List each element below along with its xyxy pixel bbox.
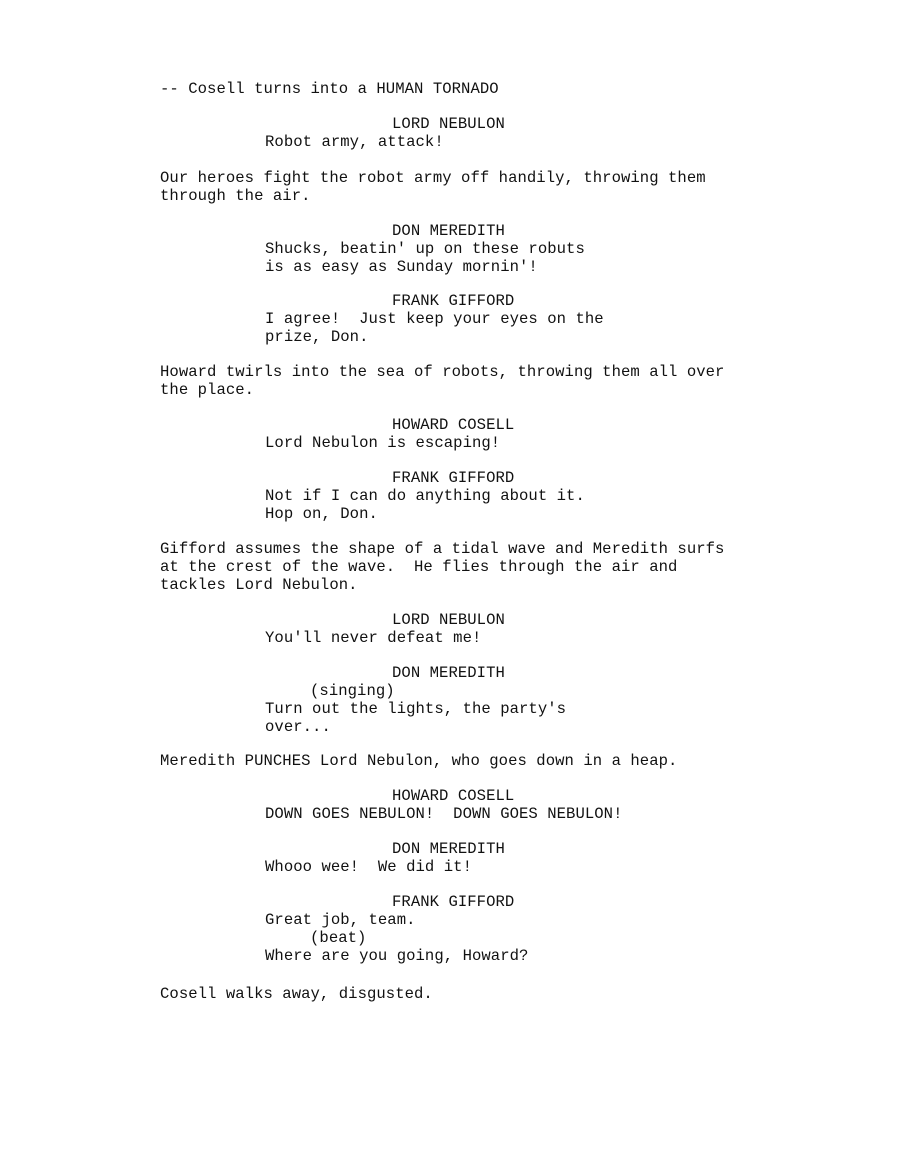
dialogue-line: I agree! Just keep your eyes on the <box>265 310 604 328</box>
action-line: Meredith PUNCHES Lord Nebulon, who goes down in a heap. <box>160 752 678 770</box>
character-line: DON MEREDITH <box>392 664 505 682</box>
action-line: Gifford assumes the shape of a tidal wave and Meredith surfs <box>160 540 725 558</box>
action-line: the place. <box>160 381 255 399</box>
action-line: through the air. <box>160 187 311 205</box>
parenthetical-line: (singing) <box>310 682 395 700</box>
character-line: FRANK GIFFORD <box>392 292 515 310</box>
dialogue-line: Hop on, Don. <box>265 505 378 523</box>
character-line: DON MEREDITH <box>392 222 505 240</box>
character-line: FRANK GIFFORD <box>392 893 515 911</box>
parenthetical-line: (beat) <box>310 929 367 947</box>
character-line: LORD NEBULON <box>392 611 505 629</box>
dialogue-line: DOWN GOES NEBULON! DOWN GOES NEBULON! <box>265 805 623 823</box>
character-line: FRANK GIFFORD <box>392 469 515 487</box>
character-line: LORD NEBULON <box>392 115 505 133</box>
dialogue-line: Where are you going, Howard? <box>265 947 529 965</box>
character-line: HOWARD COSELL <box>392 787 515 805</box>
dialogue-line: Great job, team. <box>265 911 416 929</box>
dialogue-line: Not if I can do anything about it. <box>265 487 585 505</box>
dialogue-line: over... <box>265 718 331 736</box>
action-line: Our heroes fight the robot army off handily, throwing them <box>160 169 706 187</box>
character-line: HOWARD COSELL <box>392 416 515 434</box>
action-line: tackles Lord Nebulon. <box>160 576 358 594</box>
action-line: at the crest of the wave. He flies through the air and <box>160 558 678 576</box>
dialogue-line: Turn out the lights, the party's <box>265 700 567 718</box>
dialogue-line: Robot army, attack! <box>265 133 444 151</box>
character-line: DON MEREDITH <box>392 840 505 858</box>
dialogue-line: prize, Don. <box>265 328 369 346</box>
action-line: -- Cosell turns into a HUMAN TORNADO <box>160 80 499 98</box>
dialogue-line: Shucks, beatin' up on these robuts <box>265 240 585 258</box>
dialogue-line: Whooo wee! We did it! <box>265 858 472 876</box>
dialogue-line: is as easy as Sunday mornin'! <box>265 258 538 276</box>
dialogue-line: Lord Nebulon is escaping! <box>265 434 501 452</box>
action-line: Cosell walks away, disgusted. <box>160 985 433 1003</box>
dialogue-line: You'll never defeat me! <box>265 629 482 647</box>
action-line: Howard twirls into the sea of robots, throwing them all over <box>160 363 725 381</box>
